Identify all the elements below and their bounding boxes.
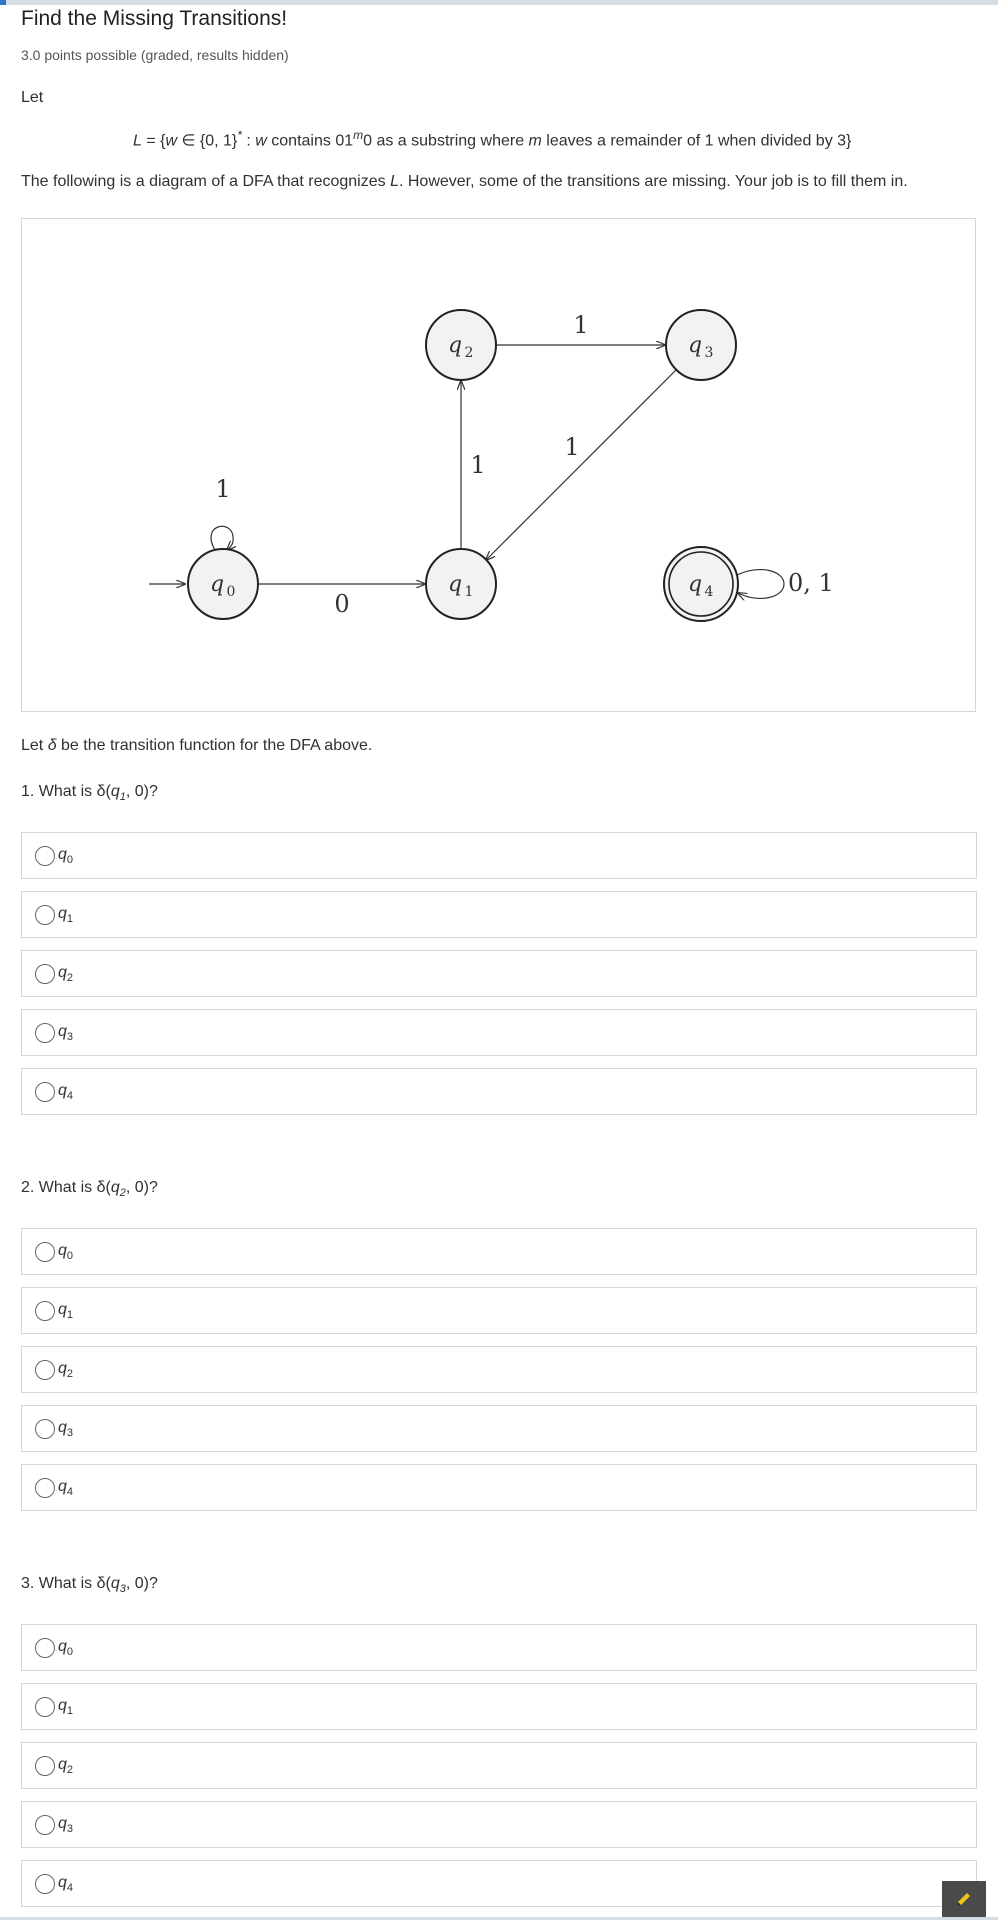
question-3-sub: 3 (119, 1583, 126, 1596)
state-q2 (426, 310, 496, 380)
formula-colon: : (241, 132, 256, 150)
option-sub: 0 (66, 853, 74, 866)
radio-button[interactable] (35, 846, 55, 866)
option-q: q (58, 904, 67, 922)
state-q0-name: q (209, 572, 225, 597)
q2-option-q1[interactable] (21, 1287, 977, 1334)
q1-option-q4[interactable] (21, 1068, 977, 1115)
question-2 (21, 1179, 158, 1199)
q1-option-q0[interactable] (21, 832, 977, 879)
formula-exponent: m (353, 128, 364, 142)
label-q2-q3: 1 (573, 311, 589, 339)
radio-button[interactable] (35, 1360, 55, 1380)
option-sub: 4 (66, 1089, 74, 1102)
label-q3-q1: 1 (564, 433, 580, 461)
state-q2-sub: 2 (464, 345, 474, 361)
state-q1-name: q (447, 572, 463, 597)
description-b: . However, some of the transitions are missing. Your job is to fill them in. (398, 173, 908, 190)
let-text: Let (21, 89, 44, 106)
description-L: L (390, 173, 399, 190)
question-1-sub: 1 (119, 791, 126, 804)
radio-button[interactable] (35, 1023, 55, 1043)
option-q: q (58, 1241, 67, 1259)
state-q3-name: q (687, 333, 703, 358)
formula-lhs: L (133, 132, 142, 150)
radio-button[interactable] (35, 964, 55, 984)
transition-function-intro (21, 737, 372, 755)
label-q0-self: 1 (215, 475, 231, 503)
formula-tail: 0 as a substring where (363, 132, 529, 150)
radio-button[interactable] (35, 1756, 55, 1776)
question-2-prefix: 2. What is δ( (21, 1179, 111, 1196)
option-q: q (58, 1022, 67, 1040)
option-sub: 2 (66, 1367, 74, 1380)
option-q: q (58, 1300, 67, 1318)
option-sub: 1 (66, 912, 74, 925)
radio-button[interactable] (35, 1697, 55, 1717)
formula-set-open: = { (141, 132, 166, 150)
option-sub: 2 (66, 971, 74, 984)
question-3-prefix: 3. What is δ( (21, 1575, 111, 1592)
delta-intro-a: Let (21, 737, 48, 754)
top-border-accent (0, 0, 6, 5)
option-sub: 0 (66, 1645, 74, 1658)
dfa-diagram (21, 218, 976, 712)
question-3 (21, 1575, 158, 1595)
option-sub: 1 (66, 1704, 74, 1717)
edit-button[interactable] (942, 1881, 986, 1917)
formula-remainder: leaves a remainder of 1 when divided by 3} (541, 132, 852, 150)
question-1-q: q (110, 783, 120, 800)
question-2-choices (21, 1228, 977, 1523)
radio-button[interactable] (35, 1242, 55, 1262)
delta-symbol: δ (47, 737, 57, 754)
question-3-q: q (110, 1575, 120, 1592)
radio-button[interactable] (35, 905, 55, 925)
formula-star: * (237, 128, 242, 142)
option-q: q (58, 1637, 67, 1655)
q2-option-q4[interactable] (21, 1464, 977, 1511)
top-border (0, 0, 998, 5)
q3-option-q1[interactable] (21, 1683, 977, 1730)
radio-button[interactable] (35, 1638, 55, 1658)
option-q: q (58, 1081, 67, 1099)
q1-option-q2[interactable] (21, 950, 977, 997)
option-q: q (58, 1873, 67, 1891)
option-q: q (58, 1755, 67, 1773)
formula-contains: contains 01 (266, 132, 354, 150)
state-q0 (188, 549, 258, 619)
option-q: q (58, 963, 67, 981)
q2-option-q2[interactable] (21, 1346, 977, 1393)
edge-q4-self (737, 570, 784, 599)
dfa-svg (22, 219, 975, 711)
question-3-suffix: , 0)? (125, 1575, 158, 1592)
option-sub: 3 (66, 1822, 74, 1835)
radio-button[interactable] (35, 1874, 55, 1894)
q1-option-q3[interactable] (21, 1009, 977, 1056)
radio-button[interactable] (35, 1478, 55, 1498)
question-1-suffix: , 0)? (125, 783, 158, 800)
question-1 (21, 783, 158, 803)
state-q1 (426, 549, 496, 619)
label-q4-self: 0, 1 (788, 569, 834, 597)
radio-button[interactable] (35, 1815, 55, 1835)
state-q4-accepting (664, 547, 738, 621)
radio-button[interactable] (35, 1419, 55, 1439)
option-sub: 3 (66, 1030, 74, 1043)
option-sub: 3 (66, 1426, 74, 1439)
state-q3-sub: 3 (704, 345, 714, 361)
q2-option-q0[interactable] (21, 1228, 977, 1275)
description-a: The following is a diagram of a DFA that recognizes (21, 173, 391, 190)
label-q1-q2: 1 (470, 451, 486, 479)
option-q: q (58, 1359, 67, 1377)
language-definition (133, 128, 851, 150)
option-sub: 1 (66, 1308, 74, 1321)
state-q2-name: q (447, 333, 463, 358)
q2-option-q3[interactable] (21, 1405, 977, 1452)
question-1-choices (21, 832, 977, 1127)
option-q: q (58, 1477, 67, 1495)
q1-option-q1[interactable] (21, 891, 977, 938)
edge-q0-self (211, 526, 233, 550)
q3-option-q4[interactable] (21, 1860, 977, 1907)
q3-option-q3[interactable] (21, 1801, 977, 1848)
radio-button[interactable] (35, 1082, 55, 1102)
problem-title: Find the Missing Transitions! (21, 7, 288, 30)
formula-m: m (528, 132, 542, 150)
state-q4-sub: 4 (704, 584, 714, 600)
option-q: q (58, 1814, 67, 1832)
state-q0-sub: 0 (226, 584, 236, 600)
state-q4-name: q (687, 572, 703, 597)
option-sub: 4 (66, 1485, 74, 1498)
formula-var: w (165, 132, 178, 150)
q3-option-q0[interactable] (21, 1624, 977, 1671)
question-3-choices (21, 1624, 977, 1919)
delta-intro-b: be the transition function for the DFA above. (56, 737, 373, 754)
points-info: 3.0 points possible (graded, results hidden) (21, 47, 289, 63)
question-2-suffix: , 0)? (125, 1179, 158, 1196)
formula-membership: ∈ {0, 1} (177, 132, 238, 150)
description (21, 173, 908, 191)
state-q1-sub: 1 (464, 584, 474, 600)
option-sub: 0 (66, 1249, 74, 1262)
option-q: q (58, 1418, 67, 1436)
radio-button[interactable] (35, 1301, 55, 1321)
question-2-q: q (110, 1179, 120, 1196)
state-q3 (666, 310, 736, 380)
question-2-sub: 2 (119, 1187, 126, 1200)
question-1-prefix: 1. What is δ( (21, 783, 111, 800)
pencil-icon (955, 1890, 973, 1908)
edge-q3-q1 (486, 370, 676, 560)
option-sub: 2 (66, 1763, 74, 1776)
option-q: q (58, 845, 67, 863)
q3-option-q2[interactable] (21, 1742, 977, 1789)
label-q0-q1: 0 (334, 590, 350, 618)
option-sub: 4 (66, 1881, 74, 1894)
option-q: q (58, 1696, 67, 1714)
formula-var2: w (255, 132, 267, 150)
